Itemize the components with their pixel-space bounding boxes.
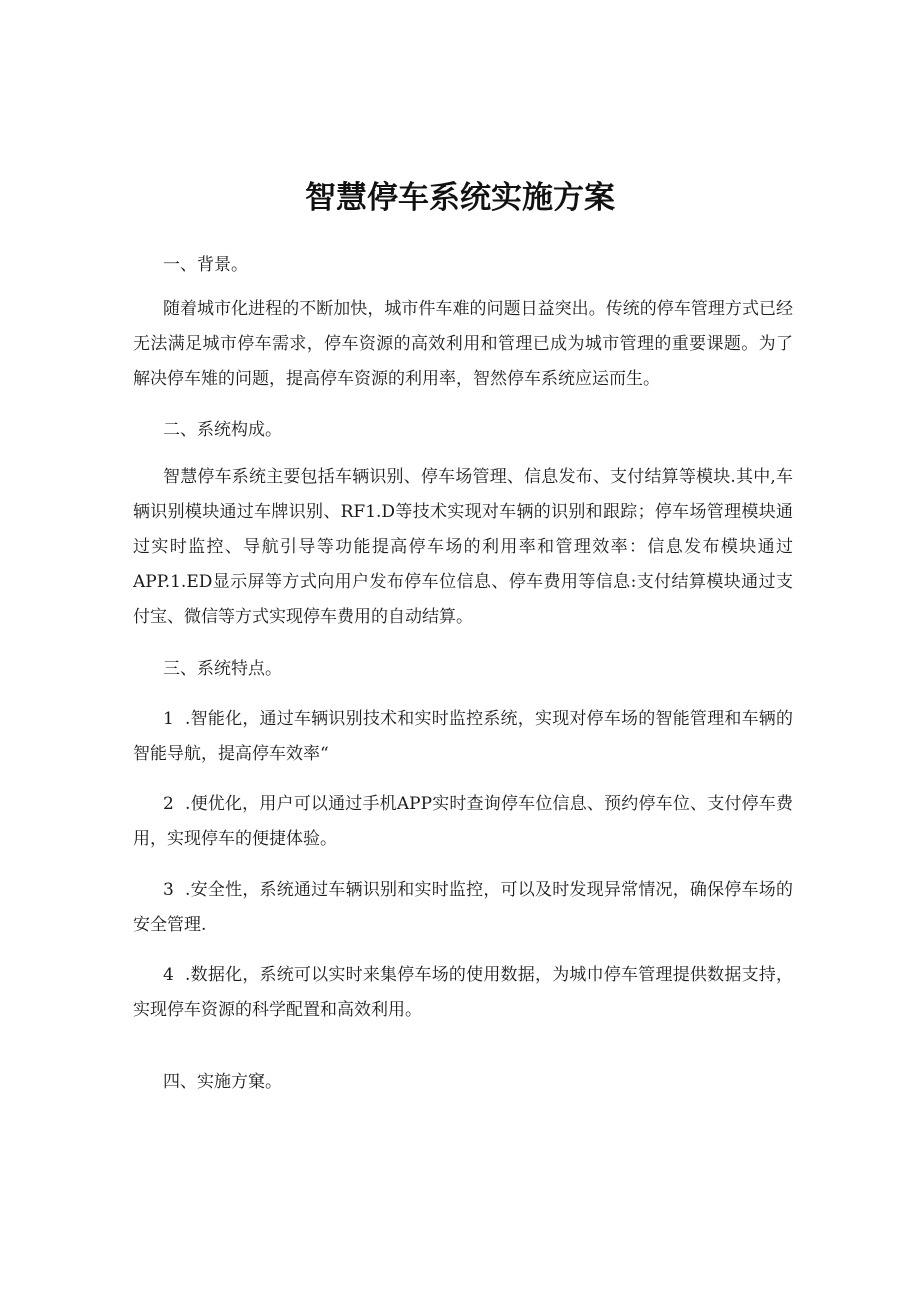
section-heading-implementation: 四、实施方窠。: [163, 1072, 282, 1092]
feature-item-2: 2 .便优化，用户可以通过手机APP实时查询停车位信息、预约停车位、支付停车费用，实现停车的便捷体验。: [133, 794, 793, 849]
feature-item-1: 1 .智能化，通过车辆识别技术和实时监控系统，实现对停车场的智能管理和车辆的智能导航，提高停车效率“: [133, 709, 793, 764]
feature-item-4: 4 .数据化，系统可以实时来集停车场的使用数据，为城巾停车管理提供数据支持，实现停车资源的科学配置和高效利用。: [133, 965, 793, 1020]
feature-item-3: 3 .安全性，系统通过车辆识别和实时监控，可以及时发现异常情况，确保停车场的安全管理.: [133, 880, 793, 935]
document-title: 智慧停车系统实施方案: [305, 180, 615, 216]
paragraph-composition: 智慧停车系统主要包括车辆识别、停车场管理、信息发布、支付结算等模块.其中,车辆识别模块通过车牌识别、RF1.D等技术实现对车辆的识别和跟踪；停车场管理模块通过实时监控、导航引导等功能提高停车场的利用率和管理效率：信息发布模块通过APP.1.ED显示屏等方式向用户发布停车位信息、停车费用等信息:支付结算模块通过支付宝、微信等方式实现停车费用的自动结算。: [133, 467, 793, 627]
section-heading-background: 一、背景。: [163, 255, 248, 275]
section-heading-features: 三、系统特点。: [163, 659, 282, 679]
section-heading-composition: 二、系统构成。: [163, 420, 282, 440]
paragraph-background: 随着城市化进程的不断加快，城市件车难的问题日益突出。传统的停车管理方式已经无法满足城市停车需求，停车资源的高效利用和管理已成为城市管理的重要课题。为了解决停车雉的问题，提高停车资源的利用率，智然停车系统应运而生。: [133, 299, 793, 389]
